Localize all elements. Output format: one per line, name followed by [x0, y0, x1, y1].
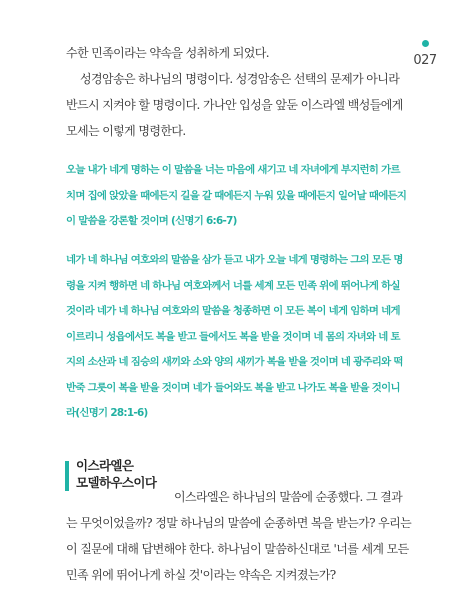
quote-line: 반죽 그릇이 복을 받을 것이며 네가 들어와도 복을 받고 나가도 복을 받을 것이니 — [66, 381, 400, 394]
quote-line: 이르리니 성읍에서도 복을 받고 들에서도 복을 받을 것이며 네 몸의 자녀와 네 토 — [66, 330, 400, 343]
scripture-quote-1 — [66, 158, 407, 235]
scripture-quote-2 — [66, 248, 404, 427]
quote-line: 치며 집에 앉았을 때에든지 길을 갈 때에든지 누워 있을 때에든지 일어날 때에든지 — [66, 189, 407, 202]
paragraph-line: 이스라엘은 하나님의 말씀에 순종했다. 그 결과 — [174, 490, 403, 504]
paragraph-line: 민족 위에 뛰어나게 하실 것'이라는 약속은 지켜졌는가? — [66, 568, 336, 582]
quote-line: 라(신명기 28:1-6) — [66, 407, 148, 419]
paragraph-1 — [66, 40, 403, 144]
quote-line: 이 말씀을 강론할 것이며 (신명기 6:6-7) — [66, 215, 237, 227]
page-dot — [422, 40, 429, 47]
quote-line: 오늘 내가 네게 명하는 이 말씀을 너는 마음에 새기고 네 자녀에게 부지런히 가르 — [66, 164, 400, 176]
quote-line: 것이라 네가 네 하나님 여호와의 말씀을 청종하면 이 모든 복이 네게 임하며 네게 — [66, 305, 400, 317]
section-heading-line: 이스라엘은 — [76, 458, 134, 473]
quote-line: 령을 지켜 행하면 네 하나님 여호와께서 너를 세계 모든 민족 위에 뛰어나게 하실 — [66, 279, 400, 292]
quote-line: 네가 네 하나님 여호와의 말씀을 삼가 듣고 내가 오늘 네게 명령하는 그의 모든 명 — [66, 254, 403, 266]
paragraph-line: 이 질문에 대해 답변해야 한다. 하나님이 말씀하신대로 '너를 세계 모든 — [66, 542, 409, 556]
quote-line: 지의 소산과 네 짐승의 새끼와 소와 양의 새끼가 복을 받을 것이며 네 광주리와 떡 — [66, 356, 403, 368]
paragraph-line: 성경암송은 하나님의 명령이다. 성경암송은 선택의 문제가 아니라 — [80, 72, 400, 86]
page-marker — [413, 40, 437, 68]
paragraph-2 — [66, 484, 412, 588]
paragraph-line: 모세는 이렇게 명령한다. — [66, 124, 186, 138]
paragraph-line: 수한 민족이라는 약속을 성취하게 되었다. — [66, 46, 269, 60]
paragraph-line: 는 무엇이었을까? 정말 하나님의 말씀에 순종하면 복을 받는가? 우리는 — [66, 516, 412, 530]
paragraph-line: 반드시 지켜야 할 명령이다. 가나안 입성을 앞둔 이스라엘 백성들에게 — [66, 98, 403, 112]
section-heading-line: 모델하우스이다 — [76, 475, 157, 490]
page-number: 027 — [413, 53, 437, 68]
